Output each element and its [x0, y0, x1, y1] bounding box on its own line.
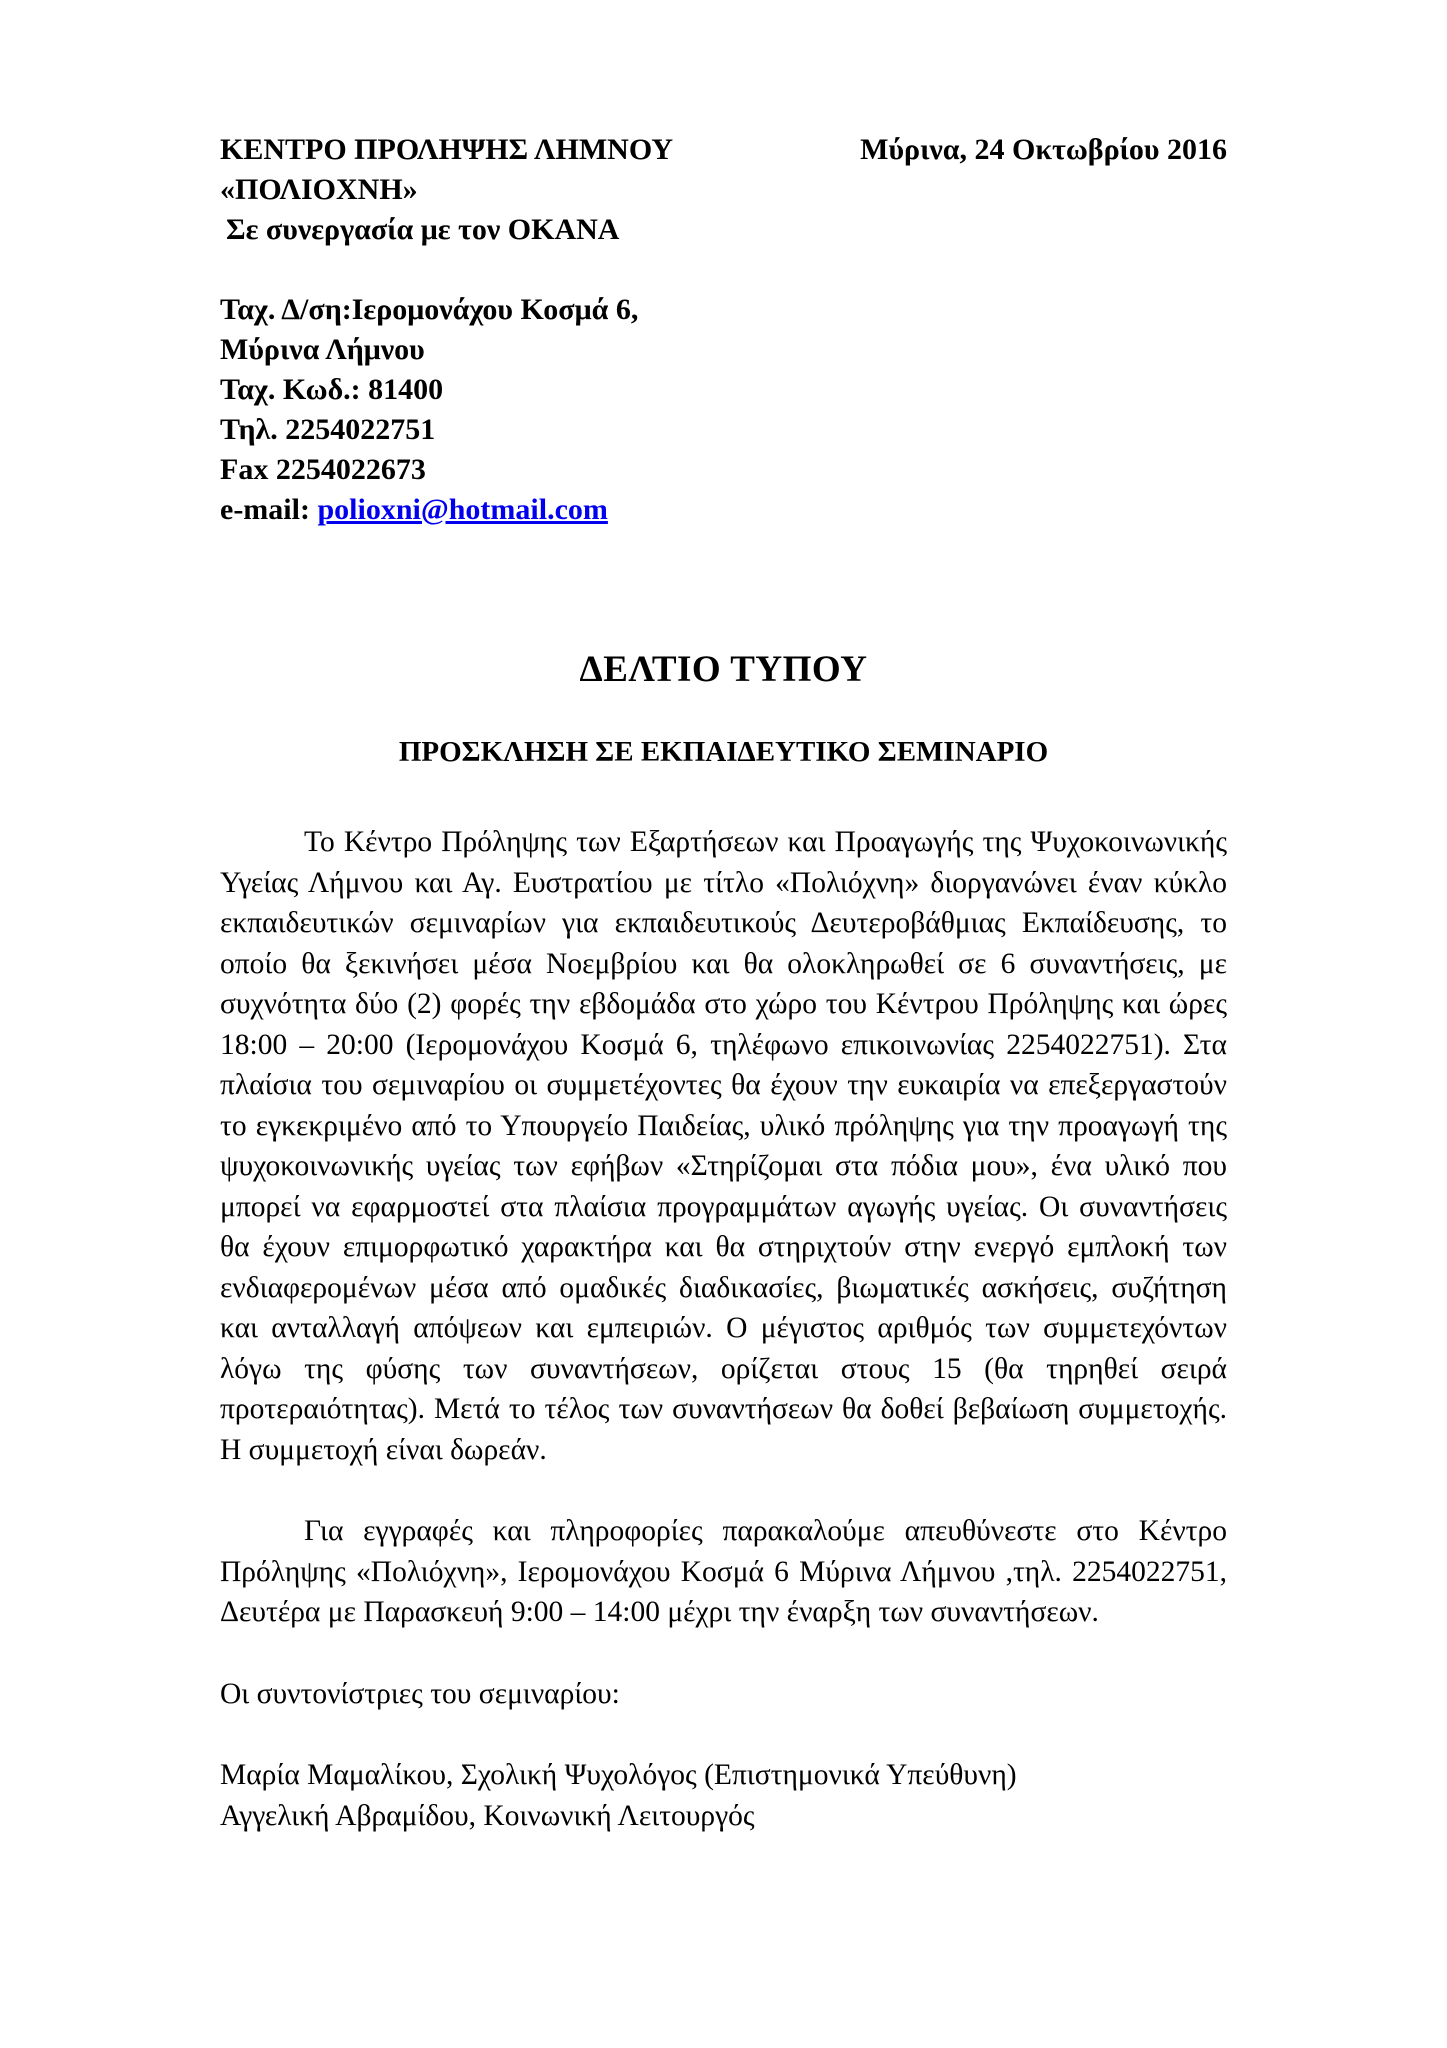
coordinators-label: Οι συντονίστριες του σεμιναρίου:: [220, 1677, 620, 1710]
coordinator-name: Αγγελική Αβραμίδου, Κοινωνική Λειτουργός: [220, 1799, 755, 1832]
phone-line: Τηλ. 2254022751: [220, 413, 436, 446]
address-block: [220, 290, 1227, 530]
organization-name: ΚΕΝΤΡΟ ΠΡΟΛΗΨΗΣ ΛΗΜΝΟΥ: [220, 133, 674, 166]
body-paragraph-2: Για εγγραφές και πληροφορίες παρακαλούμε απευθύνεστε στο Κέντρο Πρόληψης «Πολιόχνη», Ιερομονάχου Κοσμά 6 Μύρινα Λήμνου ,τηλ. 2254022751, Δευτέρα με Παρασκευή 9:00 – 14:00 μέχρι την έναρξη των συναντήσεων.: [220, 1515, 1227, 1628]
postal-address-line: Ταχ. Δ/ση:Ιερομονάχου Κοσμά 6,: [220, 293, 639, 326]
organization-collaboration: Σε συνεργασία με τον ΟΚΑΝΑ: [226, 213, 620, 246]
document-content: [220, 130, 1227, 1836]
postal-city-line: Μύρινα Λήμνου: [220, 333, 425, 366]
email-line: [220, 490, 1227, 530]
coordinator-name: Μαρία Μαμαλίκου, Σχολική Ψυχολόγος (Επιστημονικά Υπεύθυνη): [220, 1759, 1017, 1791]
email-link[interactable]: polioxni@hotmail.com: [317, 493, 608, 526]
organization-block: [220, 130, 673, 250]
email-label: e-mail:: [220, 493, 318, 526]
seminar-invitation-subtitle: ΠΡΟΣΚΛΗΣΗ ΣΕ ΕΚΠΑΙΔΕΥΤΙΚΟ ΣΕΜΙΝΑΡΙΟ: [398, 736, 1049, 768]
organization-subname: «ΠΟΛΙΟΧΝΗ»: [220, 173, 418, 206]
fax-line: Fax 2254022673: [220, 453, 426, 486]
body-paragraph-1: Το Κέντρο Πρόληψης των Εξαρτήσεων και Προαγωγής της Ψυχοκοινωνικής Υγείας Λήμνου και Αγ. Ευστρατίου με τίτλο «Πολιόχνη» διοργανώνει έναν κύκλο εκπαιδευτικών σεμιναρίων για εκπαιδευτικούς Δευτεροβάθμιας Εκπαίδευσης, το οποίο θα ξεκινήσει μέσα Νοεμβρίου και θα ολοκληρωθεί σε 6 συναντήσεις, με συχνότητα δύο (2) φορές την εβδομάδα στο χώρο του Κέντρου Πρόληψης και ώρες 18:00 – 20:00 (Ιερομονάχου Κοσμά 6, τηλέφωνο επικοινωνίας 2254022751). Στα πλαίσια του σεμιναρίου οι συμμετέχοντες θα έχουν την ευκαιρία να επεξεργαστούν το εγκεκριμένο από το Υπουργείο Παιδείας, υλικό πρόληψης για την προαγωγή της ψυχοκοινωνικής υγείας των εφήβων «Στηρίζομαι στα πόδια μου», ένα υλικό που μπορεί να εφαρμοστεί στα πλαίσια προγραμμάτων αγωγής υγείας. Οι συναντήσεις θα έχουν επιμορφωτικό χαρακτήρα και θα στηριχτούν στην ενεργό εμπλοκή των ενδιαφερομένων μέσα από ομαδικές διαδικασίες, βιωματικές ασκήσεις, συζήτηση και ανταλλαγή απόψεων και εμπειριών. Ο μέγιστος αριθμός των συμμετεχόντων λόγω της φύσης των συναντήσεων, ορίζεται στους 15 (θα τηρηθεί σειρά προτεραιότητας). Μετά το τέλος των συναντήσεων θα δοθεί βεβαίωση συμμετοχής. Η συμμετοχή είναι δωρεάν.: [220, 826, 1227, 1466]
press-release-title: ΔΕΛΤΙΟ ΤΥΠΟΥ: [579, 649, 868, 690]
document-date: Μύρινα, 24 Οκτωβρίου 2016: [860, 133, 1227, 166]
coordinators-list: [220, 1755, 1227, 1836]
letterhead: [220, 130, 1227, 250]
postal-code-line: Ταχ. Κωδ.: 81400: [220, 373, 444, 406]
